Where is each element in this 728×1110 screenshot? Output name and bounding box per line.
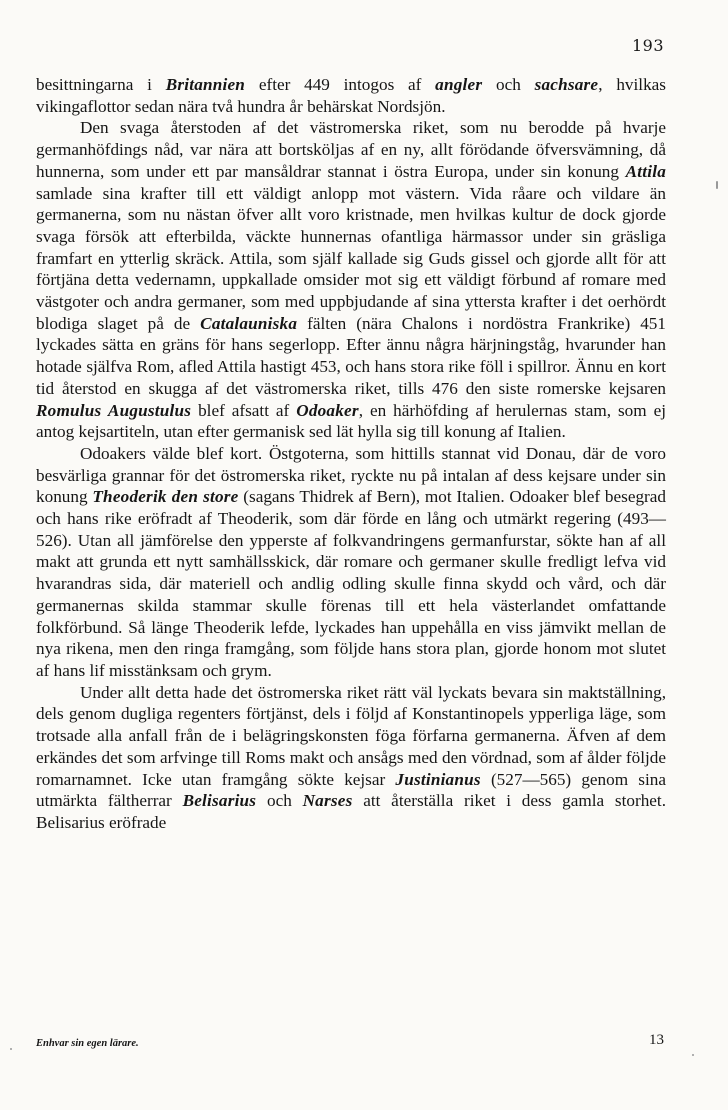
- text-run: , hvilkas vikingaflottor sedan nära två hundra år behärskat Nordsjön.: [36, 75, 666, 116]
- signature-mark: 13: [649, 1032, 664, 1048]
- print-speck: [10, 1048, 12, 1050]
- text-run: , en härhöfding af herulernas stam, som ej antog kejsartiteln, utan efter germanisk sed lät hylla sig till konung af Italien.: [36, 400, 666, 442]
- body-text: [36, 74, 666, 834]
- text-run: Den svaga återstoden af det västromerska riket, som nu berodde på hvarje germanhöfdings nåd, var nära att bortsköljas af en ny, allt förödande öfversvämning, då hunnerna, som under ett par mansåldrar stannat i östra Europa, under sin konung: [36, 118, 666, 181]
- paragraph: [36, 74, 666, 117]
- italic-term: Odoaker: [296, 400, 359, 420]
- paragraph: [36, 443, 666, 682]
- text-run: (sagans Thidrek af Bern), mot Italien. Odoaker blef besegrad och hans rike eröfradt af Theoderik, som där förde en lång och utmärkt regering (493—526). Utan all jämförelse den ypperste af folkvandringens germanfurstar, sökte han af all makt att grunda ett nytt samhällsskick, där romare och germaner skulle fredligt lefva vid hvarandras sida, där materiell och andlig odling skulle finna skydd och vård, och där germanernas skilda stammar skulle förenas till ett hela västerlandet omfattande folkförbund. Så länge Theoderik lefde, lyckades han uppehålla en viss jämvikt mellan de nya rikena, men den ringa framgång, som följde hans stora plan, gjorde honom mot slutet af hans lif misstänksam och grym.: [36, 487, 666, 680]
- text-run: Odoakers välde blef kort. Östgoterna, som hittills stannat vid Donau, där de voro besvärliga grannar för det östromerska riket, ryckte nu på intalan af dess kejsare under sin konung: [36, 443, 666, 507]
- paragraph: [36, 682, 666, 834]
- italic-term: Britannien: [165, 75, 246, 94]
- text-run: fälten (nära Chalons i nordöstra Frankrike) 451 lyckades sätta en gräns för hans segerlopp. Efter ännu några härjningståg, hvarunder han hotade själfva Rom, afled Attila hastigt 453, och hans stora rike föll i spillror. Ännu en kort tid återstod en skugga af det västromerska riket, tills 476 den siste romerske kejsaren: [36, 313, 666, 398]
- text-run: Under allt detta hade det östromerska riket rätt väl lyckats bevara sin maktställning, dels genom dugliga regenters förtjänst, dels i följd af Konstantinopels ypperliga läge, som trotsade alla anfall från de i belägringskonsten föga förfarna germanerna. Äfven af dem erkändes det som arfvinge till Roms makt och ansågs med den vördnad, som af ålder följde romarnamnet. Icke utan framgång sökte kejsar: [36, 682, 666, 789]
- footer-series-title: Enhvar sin egen lärare.: [36, 1038, 139, 1049]
- text-run: (527—565) genom sina utmärkta fältherrar: [36, 769, 666, 811]
- text-run: efter 449 intogos af: [245, 75, 436, 94]
- italic-term: Attila: [625, 161, 666, 181]
- text-run: samlade sina krafter till ett väldigt anlopp mot västern. Vida råare och vildare än germanerna, som nu nästan öfver allt voro kristnade, men hvilkas kultur de dock gjorde svaga försök att efterbilda, väckte hunnernas ofantliga härmassor under sin gräsliga framfart en ytterlig skräck. Attila, som själf kallade sig Guds gissel och gjorde allt för att förtjäna detta vedernamn, uppkallade omsider mot sig ett väldigt förbund af romare med västgoter och andra germaner, som med uppbjudande af sina yttersta krafter i det oerhördt blodiga slaget på de: [36, 183, 666, 333]
- italic-term: sachsare: [534, 75, 599, 94]
- italic-term: angler: [435, 75, 483, 94]
- print-speck: [716, 181, 718, 189]
- italic-term: Narses: [302, 791, 353, 811]
- italic-term: Belisarius: [182, 791, 257, 811]
- print-speck: [692, 1054, 694, 1056]
- paragraph: [36, 117, 666, 443]
- italic-term: Romulus Augustulus: [36, 400, 192, 420]
- text-run: och: [482, 75, 535, 94]
- italic-term: Justinianus: [395, 769, 481, 789]
- italic-term: Catalauniska: [200, 313, 298, 333]
- text-run: blef afsatt af: [191, 400, 297, 420]
- text-run: att återställa riket i dess gamla storhet. Belisarius eröfrade: [36, 791, 666, 832]
- italic-term: Theoderik den store: [92, 487, 239, 507]
- text-run: besittningarna i: [36, 75, 166, 94]
- page-number: 193: [631, 36, 664, 55]
- text-run: och: [256, 791, 303, 811]
